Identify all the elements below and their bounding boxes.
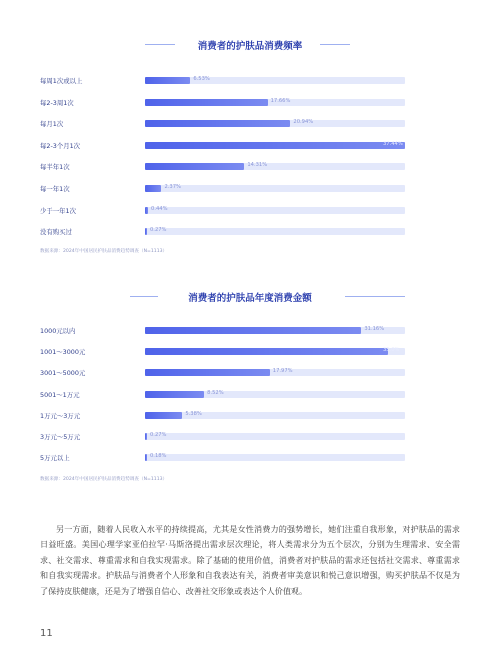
category-label: 5001～1万元	[40, 390, 80, 399]
chart-row	[0, 326, 500, 346]
bar	[145, 454, 147, 461]
bar-track	[145, 163, 405, 170]
chart-row	[0, 206, 500, 226]
bar-track	[145, 228, 405, 235]
value-label: 20.94%	[293, 119, 314, 126]
bar	[145, 369, 270, 376]
category-label: 3万元～5万元	[40, 433, 81, 441]
category-label: 每月1次	[40, 120, 64, 129]
bar-track	[145, 391, 405, 398]
source-note: 数据来源：2024年中国居民护肤品消费趋势调查（N=1113）	[40, 477, 168, 482]
bar	[145, 77, 190, 84]
bar	[145, 391, 204, 398]
title-rule-right	[345, 296, 405, 297]
bar-track	[145, 120, 405, 127]
bar-track	[145, 185, 405, 192]
chart-row	[0, 119, 500, 139]
value-label: 17.97%	[272, 368, 293, 375]
category-label: 1000元以内	[40, 327, 76, 335]
value-label: 2.37%	[164, 184, 181, 190]
value-label: 0.27%	[150, 432, 167, 438]
bar-track	[145, 77, 405, 84]
value-label: 0.18%	[150, 453, 167, 460]
bar-track	[145, 327, 405, 334]
chart-row	[0, 347, 500, 367]
chart-row	[0, 184, 500, 204]
bar	[145, 327, 361, 334]
chart-row	[0, 453, 500, 473]
bar	[145, 207, 148, 214]
annual-spend-chart	[0, 290, 500, 500]
value-label: 8.52%	[207, 389, 224, 396]
bar-track	[145, 142, 405, 149]
category-label: 没有购买过	[40, 228, 72, 237]
category-label: 1001～3000元	[40, 348, 86, 357]
value-label: 6.53%	[193, 76, 210, 82]
bar	[145, 433, 147, 440]
body-paragraph: 另一方面，随着人民收入水平的持续提高，尤其是女性消费力的强势增长，她们注重自我形象，对护肤品的需求日益旺盛。美国心理学家亚伯拉罕·马斯洛提出需求层次理论，将人类需求分为五个层次，分别为生理需求、安全需求、社交需求、尊重需求和自我实现需求。除了基础的使用价值，消费者对护肤品的需求还包括社交需求、尊重需求和自我实现需求。护肤品与消费者个人形象和自我表达有关，消费者审美意识和悦己意识增强，购买护肤品不仅是为了保持皮肤健康，还是为了增强自信心、改善社交形象或表达个人价值观。	[40, 524, 460, 596]
bar-track	[145, 348, 405, 355]
value-label: 37.44%	[383, 140, 403, 147]
chart-row	[0, 432, 500, 452]
category-label: 少于一年1次	[40, 206, 77, 215]
chart-row	[0, 227, 500, 247]
value-label: 31.16%	[364, 326, 385, 332]
category-label: 3001～5000元	[40, 369, 86, 378]
value-label: 0.27%	[150, 227, 167, 234]
title-rule-right	[320, 44, 350, 45]
bar-track	[145, 412, 405, 419]
chart-row	[0, 141, 500, 161]
category-label: 每半年1次	[40, 163, 70, 172]
bar	[145, 99, 268, 106]
bar-track	[145, 207, 405, 214]
chart-row	[0, 76, 500, 96]
source-note: 数据来源：2024年中国居民护肤品消费趋势调查（N=1113）	[40, 249, 168, 254]
frequency-chart	[0, 38, 500, 270]
value-label: 17.66%	[270, 97, 291, 104]
chart-row	[0, 162, 500, 182]
value-label: 14.31%	[247, 162, 268, 169]
category-label: 5万元以上	[40, 454, 70, 463]
bar-track	[145, 99, 405, 106]
value-label: 0.44%	[151, 205, 168, 212]
bar	[145, 348, 388, 355]
chart-row	[0, 98, 500, 118]
bar	[145, 163, 244, 170]
page-number: 11	[40, 628, 53, 639]
category-label: 每一年1次	[40, 185, 70, 193]
chart-row	[0, 368, 500, 388]
chart-title: 消费者的护肤品消费频率	[197, 41, 303, 52]
bar	[145, 120, 290, 127]
chart-row	[0, 411, 500, 431]
chart-row	[0, 390, 500, 410]
category-label: 每2-3周1次	[40, 98, 74, 107]
bar	[145, 142, 405, 149]
bar-track	[145, 433, 405, 440]
chart-title: 消费者的护肤品年度消费金额	[188, 293, 312, 304]
category-label: 每周1次或以上	[40, 77, 83, 85]
bar	[145, 185, 161, 192]
bar-track	[145, 454, 405, 461]
value-label: 5.38%	[185, 410, 202, 417]
category-label: 1万元～3万元	[40, 411, 81, 420]
value-label: 35.0%	[383, 347, 400, 354]
bar	[145, 412, 182, 419]
category-label: 每2-3个月1次	[40, 141, 81, 150]
bar	[145, 228, 147, 235]
bar-track	[145, 369, 405, 376]
